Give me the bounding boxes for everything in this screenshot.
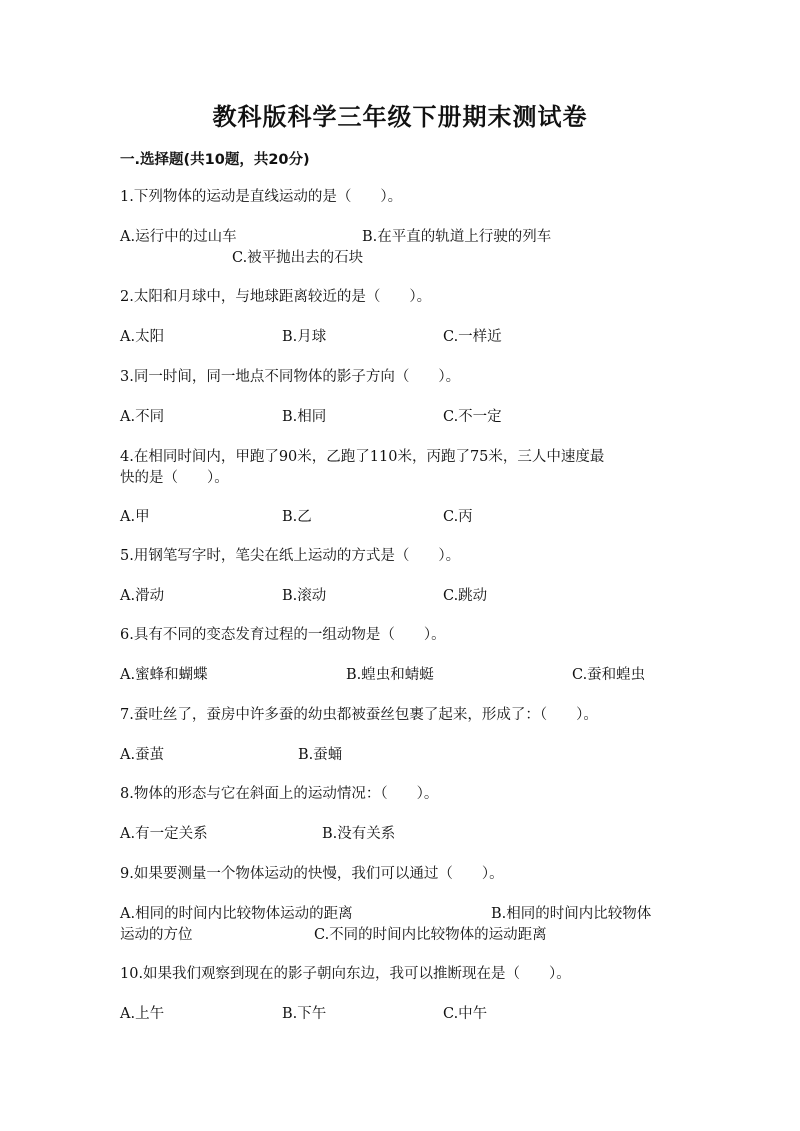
question-4-stem-line-2: 快的是（ ）。: [120, 470, 229, 486]
question-2-option-c[interactable]: C.一样近: [443, 329, 502, 345]
question-2-stem: 2.太阳和月球中，与地球距离较近的是（ ）。: [120, 289, 432, 305]
question-4-option-c[interactable]: C.丙: [443, 509, 473, 525]
question-6-option-a[interactable]: A.蜜蜂和蝴蝶: [120, 667, 208, 683]
question-8-option-a[interactable]: A.有一定关系: [120, 826, 208, 842]
question-2-option-b[interactable]: B.月球: [282, 329, 327, 345]
question-3-option-c[interactable]: C.不一定: [443, 409, 502, 425]
question-5-stem: 5.用钢笔写字时，笔尖在纸上运动的方式是（ ）。: [120, 548, 461, 564]
question-1-option-a[interactable]: A.运行中的过山车: [120, 229, 237, 245]
question-7-option-b[interactable]: B.蚕蛹: [298, 747, 343, 763]
question-6-stem: 6.具有不同的变态发育过程的一组动物是（ ）。: [120, 627, 446, 643]
question-5-option-a[interactable]: A.滑动: [120, 588, 165, 604]
question-7-option-a[interactable]: A.蚕茧: [120, 747, 165, 763]
question-5-option-c[interactable]: C.跳动: [443, 588, 488, 604]
exam-title: 教科版科学三年级下册期末测试卷: [212, 103, 588, 131]
question-9-option-a[interactable]: A.相同的时间内比较物体运动的距离: [120, 906, 353, 922]
question-2-option-a[interactable]: A.太阳: [120, 329, 165, 345]
question-10-option-c[interactable]: C.中午: [443, 1006, 488, 1022]
question-5-option-b[interactable]: B.滚动: [282, 588, 327, 604]
question-10-option-a[interactable]: A.上午: [120, 1006, 165, 1022]
question-8-option-b[interactable]: B.没有关系: [322, 826, 396, 842]
question-6-option-b[interactable]: B.蝗虫和蜻蜓: [346, 667, 434, 683]
question-8-stem: 8.物体的形态与它在斜面上的运动情况：（ ）。: [120, 786, 439, 802]
question-4-option-a[interactable]: A.甲: [120, 509, 150, 525]
question-9-option-c[interactable]: C.不同的时间内比较物体的运动距离: [314, 927, 547, 943]
question-6-option-c[interactable]: C.蚕和蝗虫: [572, 667, 646, 683]
question-4-option-b[interactable]: B.乙: [282, 509, 312, 525]
section-heading: 一.选择题(共10题，共20分): [120, 152, 310, 168]
question-9-option-b[interactable]: B.相同的时间内比较物体: [491, 906, 652, 922]
question-3-stem: 3.同一时间，同一地点不同物体的影子方向（ ）。: [120, 369, 461, 385]
question-7-stem: 7.蚕吐丝了，蚕房中许多蚕的幼虫都被蚕丝包裹了起来，形成了：（ ）。: [120, 707, 598, 723]
question-1-stem: 1.下列物体的运动是直线运动的是（ ）。: [120, 189, 403, 205]
question-10-option-b[interactable]: B.下午: [282, 1006, 327, 1022]
question-9-option-b-cont[interactable]: 运动的方位: [120, 927, 193, 943]
question-3-option-b[interactable]: B.相同: [282, 409, 327, 425]
question-4-stem-line-1: 4.在相同时间内，甲跑了90米，乙跑了110米，丙跑了75米，三人中速度最: [120, 449, 605, 465]
question-1-option-c[interactable]: C.被平抛出去的石块: [232, 250, 364, 266]
question-10-stem: 10.如果我们观察到现在的影子朝向东边，我可以推断现在是（ ）。: [120, 966, 571, 982]
question-1-option-b[interactable]: B.在平直的轨道上行驶的列车: [362, 229, 552, 245]
question-9-stem: 9.如果要测量一个物体运动的快慢，我们可以通过（ ）。: [120, 866, 504, 882]
question-3-option-a[interactable]: A.不同: [120, 409, 165, 425]
